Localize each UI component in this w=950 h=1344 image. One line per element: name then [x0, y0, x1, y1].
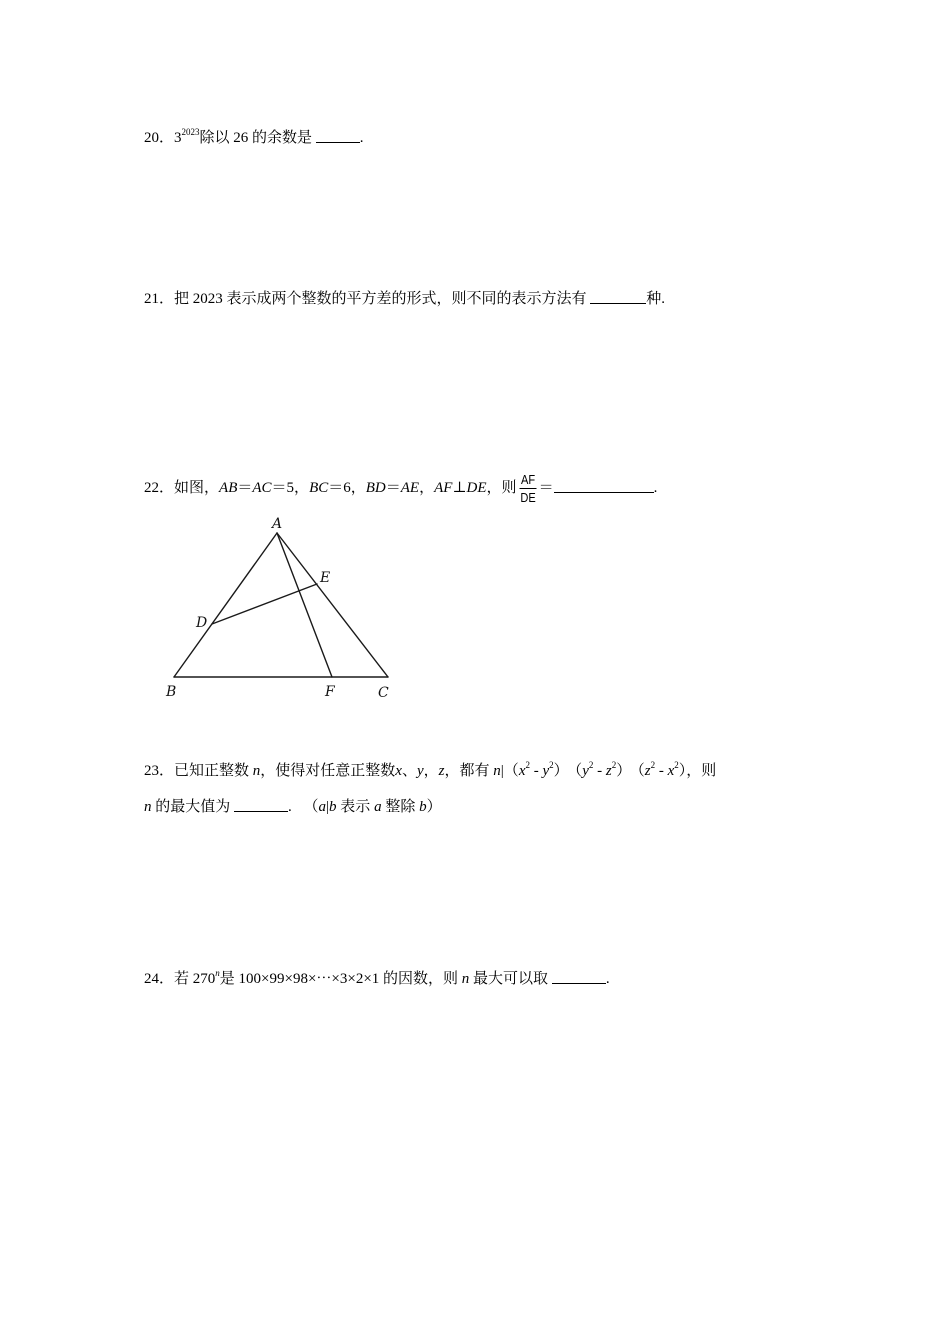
label-d: D	[196, 615, 208, 631]
paren-open: （	[303, 799, 319, 815]
segment-bc: BC	[309, 479, 329, 496]
separator: ，	[419, 479, 435, 496]
separator: ，	[423, 763, 439, 779]
value-text: ＝5，	[271, 479, 310, 496]
answer-blank[interactable]	[234, 797, 288, 812]
exponent: n	[215, 968, 220, 978]
question-text: 是 100×99×98×⋯×3×2×1 的因数，则	[219, 971, 459, 987]
question-number: 23．	[144, 763, 175, 779]
question-23-line-1	[144, 761, 716, 781]
answer-blank[interactable]	[554, 478, 654, 493]
intro-text: 如图，	[174, 479, 220, 496]
answer-blank[interactable]	[316, 128, 360, 143]
period: .	[605, 971, 610, 987]
question-text: ，都有	[444, 763, 490, 779]
note-text: 整除	[385, 799, 416, 815]
segment-af-line	[277, 533, 332, 677]
divides-symbol: |	[500, 763, 504, 779]
paren-close: ）	[426, 799, 442, 815]
question-number: 24．	[144, 971, 175, 987]
question-22	[144, 471, 657, 506]
segment-bd: BD	[365, 479, 386, 496]
question-text: 已知正整数	[174, 763, 250, 779]
answer-blank[interactable]	[590, 289, 646, 304]
triangle-figure	[160, 510, 400, 710]
exponent: 2023	[181, 127, 200, 137]
var-n: n	[461, 971, 470, 987]
period: .	[359, 130, 364, 146]
var-a: a	[318, 799, 327, 815]
note-text: 表示	[340, 799, 371, 815]
label-e: E	[320, 570, 331, 586]
question-text: 除以 26 的余数是	[199, 130, 313, 146]
segment-af: AF	[434, 479, 453, 496]
label-b: B	[166, 684, 177, 700]
segment-ae: AE	[400, 479, 420, 496]
var-n: n	[144, 799, 152, 815]
then-text: ，则	[486, 479, 517, 496]
question-text: 的最大值为	[155, 799, 231, 815]
question-number: 21．	[144, 291, 175, 307]
fraction-numerator: AF	[520, 472, 535, 487]
question-text: 最大可以取	[473, 971, 549, 987]
label-f: F	[325, 684, 335, 700]
expression-3: $(z^2 - x^2)$	[637, 760, 687, 779]
question-21	[144, 289, 665, 309]
perpendicular-symbol: ⊥	[452, 479, 467, 496]
segment-ab: AB	[219, 479, 238, 496]
fraction	[519, 471, 536, 506]
divides-symbol: |	[326, 799, 330, 815]
base: 3	[174, 130, 182, 146]
var-y: y	[416, 763, 424, 779]
var-a: a	[374, 799, 382, 815]
answer-blank[interactable]	[552, 969, 606, 984]
equals: ＝	[237, 479, 253, 496]
question-text: 若 270	[174, 971, 216, 987]
period: .	[653, 479, 658, 496]
note	[304, 799, 442, 815]
equals: ＝	[385, 479, 401, 496]
period: .	[661, 291, 666, 307]
equals: ＝	[538, 479, 554, 496]
var-z: z	[438, 763, 445, 779]
var-n: n	[493, 763, 501, 779]
question-23-line-2	[144, 797, 442, 817]
fraction-denominator: DE	[519, 490, 536, 505]
var-n: n	[252, 763, 261, 779]
question-20	[144, 128, 364, 148]
var-x: x	[395, 763, 402, 779]
question-number: 20．	[144, 130, 175, 146]
question-24	[144, 969, 610, 989]
expression-1: $(x^2 - y^2)$	[503, 760, 569, 779]
period: .	[288, 799, 292, 815]
label-a: A	[272, 516, 283, 532]
segment-ac: AC	[252, 479, 272, 496]
label-c: C	[378, 685, 389, 701]
var-b: b	[419, 799, 427, 815]
segment-de-line	[212, 584, 317, 624]
segment-ac-line	[277, 533, 388, 677]
unit-text: 种	[646, 291, 662, 307]
triangle-diagram	[160, 510, 400, 710]
question-number: 22．	[144, 479, 175, 496]
value-text: ＝6，	[328, 479, 366, 496]
question-text: 把 2023 表示成两个整数的平方差的形式，则不同的表示方法有	[174, 291, 587, 307]
var-b: b	[329, 799, 337, 815]
segment-de: DE	[466, 479, 487, 496]
question-text: ，则	[686, 763, 717, 779]
question-text: ，使得对任意正整数	[260, 763, 396, 779]
expression-2: $(y^2 - z^2)$	[574, 760, 632, 779]
separator: 、	[401, 763, 417, 779]
